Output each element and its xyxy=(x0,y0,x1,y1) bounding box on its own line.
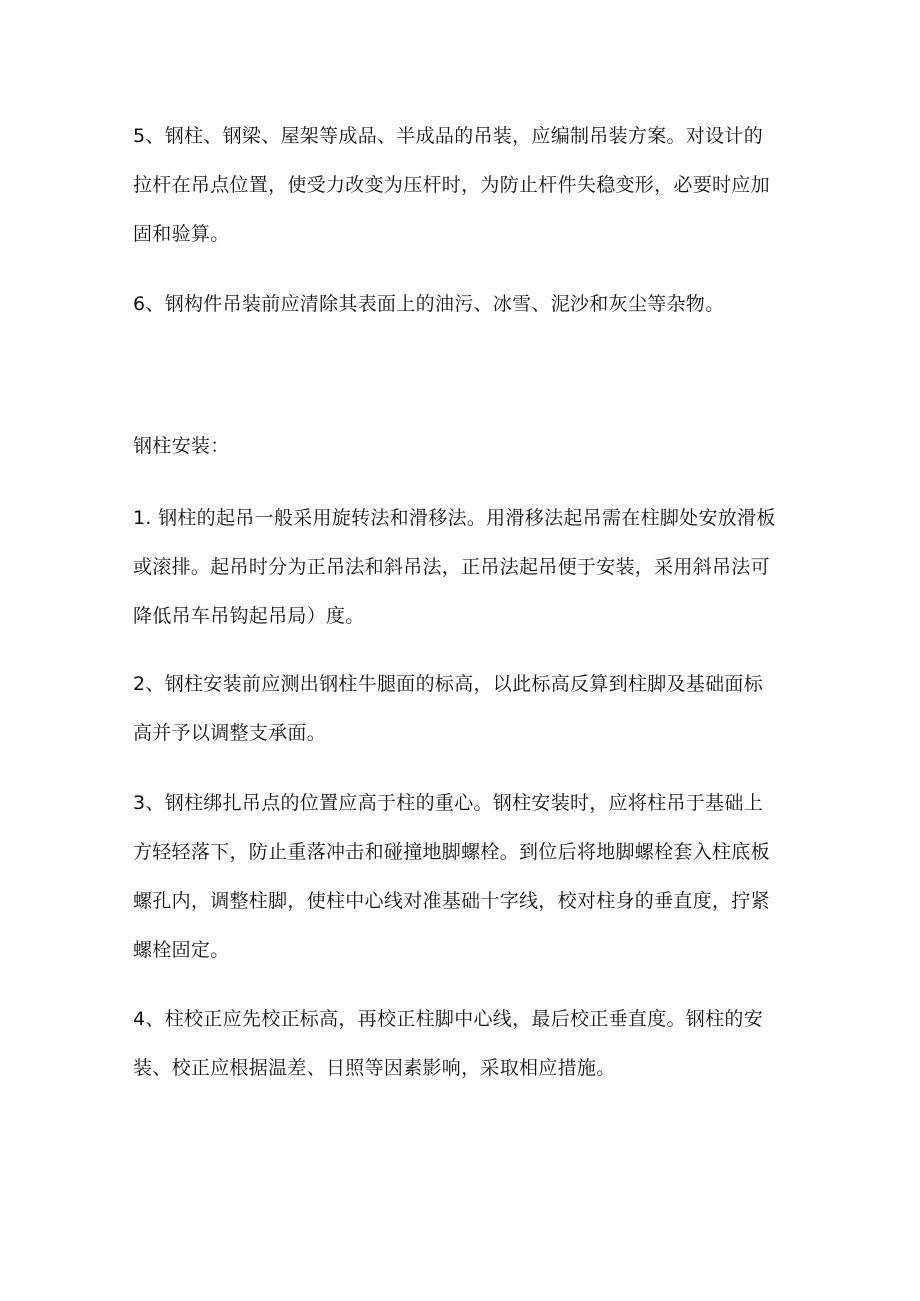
text-line: 6、钢构件吊装前应清除其表面上的油污、冰雪、泥沙和灰尘等杂物。 xyxy=(133,293,725,315)
text-line: 螺栓固定。 xyxy=(133,939,230,961)
text-line: 或滚排。起吊时分为正吊法和斜吊法，正吊法起吊便于安装，采用斜吊法可 xyxy=(133,556,770,578)
text-line: 3、钢柱绑扎吊点的位置应高于柱的重心。钢柱安装时，应将柱吊于基础上 xyxy=(133,792,763,814)
text-line: 装、校正应根据温差、日照等因素影响，采取相应措施。 xyxy=(133,1057,616,1079)
text-line: 1. 钢柱的起吊一般采用旋转法和滑移法。用滑移法起吊需在柱脚处安放滑板 xyxy=(133,507,776,529)
text-line: 固和验算。 xyxy=(133,223,230,245)
section-heading-text: 钢柱安装： xyxy=(133,435,230,457)
text-line: 方轻轻落下，防止重落冲击和碰撞地脚螺栓。到位后将地脚螺栓套入柱底板 xyxy=(133,841,770,863)
paragraph-step-3 xyxy=(133,779,793,975)
paragraph-step-4 xyxy=(133,995,793,1093)
text-line: 2、钢柱安装前应测出钢柱牛腿面的标高，以此标高反算到柱脚及基础面标 xyxy=(133,673,763,695)
paragraph-item-6 xyxy=(133,280,793,329)
text-line: 降低吊车吊钩起吊局）度。 xyxy=(133,605,365,627)
paragraph-step-2 xyxy=(133,660,793,758)
paragraph-step-1 xyxy=(133,494,793,641)
text-line: 高并予以调整支承面。 xyxy=(133,722,327,744)
text-line: 5、钢柱、钢梁、屋架等成品、半成品的吊装，应编制吊装方案。对设计的 xyxy=(133,125,763,147)
text-line: 拉杆在吊点位置，使受力改变为压杆时，为防止杆件失稳变形，必要时应加 xyxy=(133,174,770,196)
section-heading xyxy=(133,422,793,471)
text-line: 螺孔内，调整柱脚，使柱中心线对准基础十字线，校对柱身的垂直度，拧紧 xyxy=(133,890,770,912)
paragraph-item-5 xyxy=(133,112,793,259)
text-line: 4、柱校正应先校正标高，再校正柱脚中心线，最后校正垂直度。钢柱的安 xyxy=(133,1008,763,1030)
